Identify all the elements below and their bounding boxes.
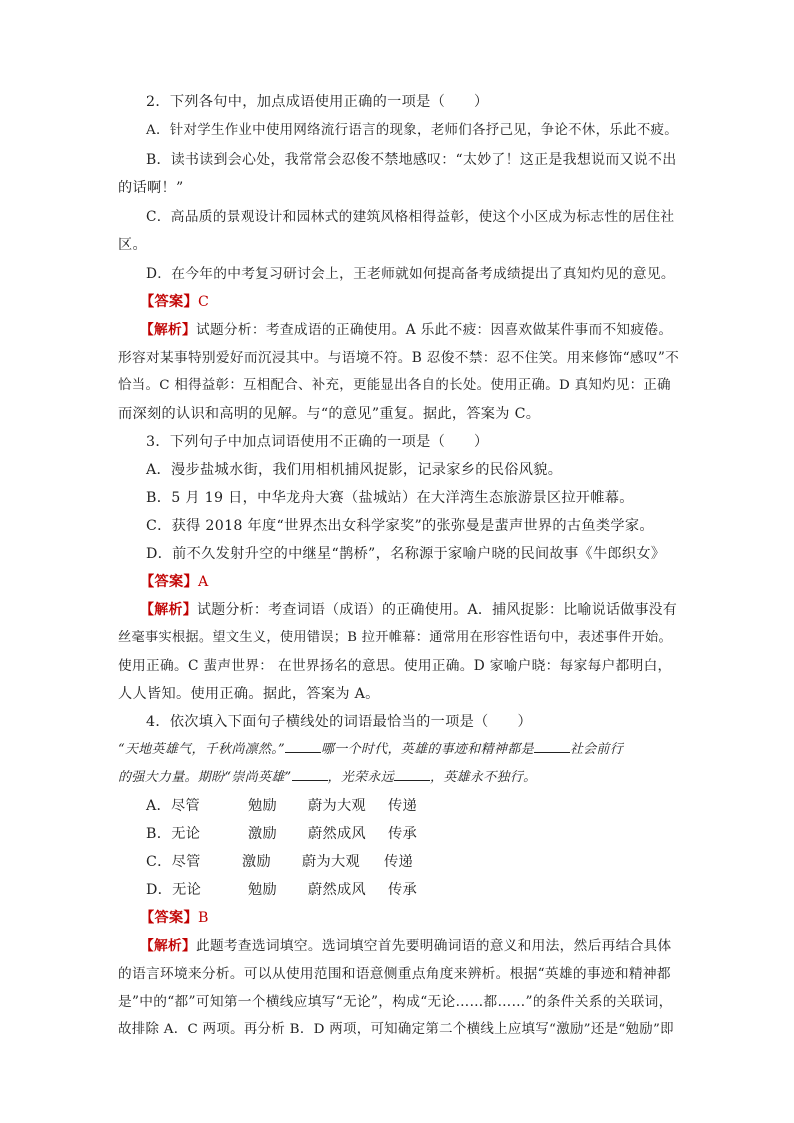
option-word: 激励 xyxy=(242,854,271,870)
q3-option-b: B．5 月 19 日，中华龙舟大赛（盐城站）在大洋湾生态旅游景区拉开帷幕。 xyxy=(146,490,634,506)
option-word: 勉励 xyxy=(248,882,277,898)
option-label: C．尽管 xyxy=(146,854,201,870)
q2-answer xyxy=(140,292,209,312)
q4-analysis-line3: 是”中的“都”可知第一个横线应填写“无论”，构成“无论……都……”的条件关系的关联词， xyxy=(118,994,673,1010)
fill-blank xyxy=(534,740,570,753)
q4-quote-line2 xyxy=(118,768,536,788)
q3-analysis-line4: 人人皆知。使用正确。据此，答案为 A。 xyxy=(118,686,380,702)
option-word: 蔚为大观 xyxy=(302,854,360,870)
analysis-tag: 【解析】 xyxy=(140,322,196,338)
q4-answer xyxy=(140,908,209,928)
q4-option-a xyxy=(146,796,417,816)
q4-analysis-line1 xyxy=(140,936,672,956)
quote-text: 社会前行 xyxy=(569,742,624,757)
q4-option-c xyxy=(146,852,413,872)
answer-tag: 【答案】 xyxy=(140,294,198,310)
q2-option-a: A．针对学生作业中使用网络流行语言的现象，老师们各抒己见，争论不休，乐此不疲。 xyxy=(146,123,679,138)
q2-option-b-line1: B．读书读到会心处，我常常会忍俊不禁地感叹：“太妙了！这正是我想说而又说不出 xyxy=(146,152,677,168)
option-word: 传承 xyxy=(388,882,417,898)
option-label: D．无论 xyxy=(146,882,202,898)
fill-blank xyxy=(394,768,430,781)
q3-analysis-line1 xyxy=(140,600,677,620)
q4-quote-line1 xyxy=(118,740,623,760)
q3-analysis-line3: 使用正确。C 蜚声世界： 在世界扬名的意思。使用正确。D 家喻户晓：每家每户都明白， xyxy=(118,658,672,674)
answer-value: C xyxy=(197,294,210,310)
q3-answer xyxy=(140,572,209,592)
q4-analysis-line4: 故排除 A．C 两项。再分析 B．D 两项，可知确定第二个横线上应填写“激励”还是“勉励”即 xyxy=(118,1022,674,1037)
option-word: 传承 xyxy=(388,826,417,842)
quote-text: 的强大力量。期盼“崇尚英雄” xyxy=(118,770,292,785)
q2-analysis-line1 xyxy=(140,320,672,340)
analysis-text: 此题考查选词填空。选词填空首先要明确词语的意义和用法，然后再结合具体 xyxy=(195,938,672,954)
answer-value: A xyxy=(197,574,209,590)
q4-option-b xyxy=(146,824,417,844)
q3-stem: 3．下列句子中加点词语使用不正确的一项是（ ） xyxy=(146,434,489,450)
option-label: A．尽管 xyxy=(146,798,201,814)
q2-option-b-line2: 的话啊！” xyxy=(118,180,184,196)
answer-tag: 【答案】 xyxy=(140,910,198,926)
q3-analysis-line2: 丝毫事实根据。望文生义，使用错误；B 拉开帷幕：通常用在形容性语句中，表述事件开始。 xyxy=(118,630,672,645)
analysis-text: 试题分析：考查成语的正确使用。A 乐此不疲：因喜欢做某件事而不知疲倦。 xyxy=(195,322,673,338)
q2-option-c-line2: 区。 xyxy=(118,237,147,253)
option-word: 传递 xyxy=(384,854,413,870)
q4-analysis-line2: 的语言环境来分析。可以从使用范围和语意侧重点角度来辨析。根据“英雄的事迹和精神都 xyxy=(118,966,671,982)
option-word: 勉励 xyxy=(248,798,277,814)
answer-tag: 【答案】 xyxy=(140,574,198,590)
q2-option-c-line1: C．高品质的景观设计和园林式的建筑风格相得益彰，使这个小区成为标志性的居住社 xyxy=(146,209,675,225)
q2-analysis-line3: 恰当。C 相得益彰：互相配合、补充，更能显出各自的长处。使用正确。D 真知灼见：正确 xyxy=(118,378,671,393)
option-label: B．无论 xyxy=(146,826,201,842)
option-word: 激励 xyxy=(248,826,277,842)
analysis-text: 试题分析：考查词语（成语）的正确使用。A．捕风捉影：比喻说话做事没有 xyxy=(196,602,678,618)
option-word: 蔚然成风 xyxy=(308,826,366,842)
answer-value: B xyxy=(197,910,209,926)
quote-text: ，光荣永远 xyxy=(327,770,395,785)
q4-stem: 4．依次填入下面句子横线处的词语最恰当的一项是（ ） xyxy=(146,714,533,730)
q3-option-d: D．前不久发射升空的中继星“鹊桥”，名称源于家喻户晓的民间故事《牛郎织女》 xyxy=(146,546,666,562)
option-word: 蔚为大观 xyxy=(308,798,366,814)
q2-option-d: D．在今年的中考复习研讨会上，王老师就如何提高备考成绩提出了真知灼见的意见。 xyxy=(146,266,675,282)
quote-text: “天地英雄气，千秋尚凛然。” xyxy=(118,742,285,757)
fill-blank xyxy=(292,768,328,781)
q3-option-a: A．漫步盐城水街，我们用相机捕风捉影，记录家乡的民俗风貌。 xyxy=(146,462,563,478)
analysis-tag: 【解析】 xyxy=(140,938,196,954)
fill-blank xyxy=(285,740,321,753)
quote-text: ，英雄永不独行。 xyxy=(430,770,537,785)
q4-option-d xyxy=(146,880,417,900)
option-word: 蔚然成风 xyxy=(308,882,366,898)
q2-stem: 2．下列各句中，加点成语使用正确的一项是（ ） xyxy=(146,94,489,110)
option-word: 传递 xyxy=(388,798,417,814)
q2-analysis-line2: 形容对某事特别爱好而沉浸其中。与语境不符。B 忍俊不禁：忍不住笑。用来修饰“感叹”不 xyxy=(118,350,680,366)
q2-analysis-line4: 而深刻的认识和高明的见解。与“的意见”重复。据此，答案为 C。 xyxy=(118,406,541,422)
analysis-tag: 【解析】 xyxy=(140,602,197,618)
q3-option-c: C．获得 2018 年度“世界杰出女科学家奖”的张弥曼是蜚声世界的古鱼类学家。 xyxy=(146,518,654,534)
quote-text: 哪一个时代，英雄的事迹和精神都是 xyxy=(321,742,534,757)
